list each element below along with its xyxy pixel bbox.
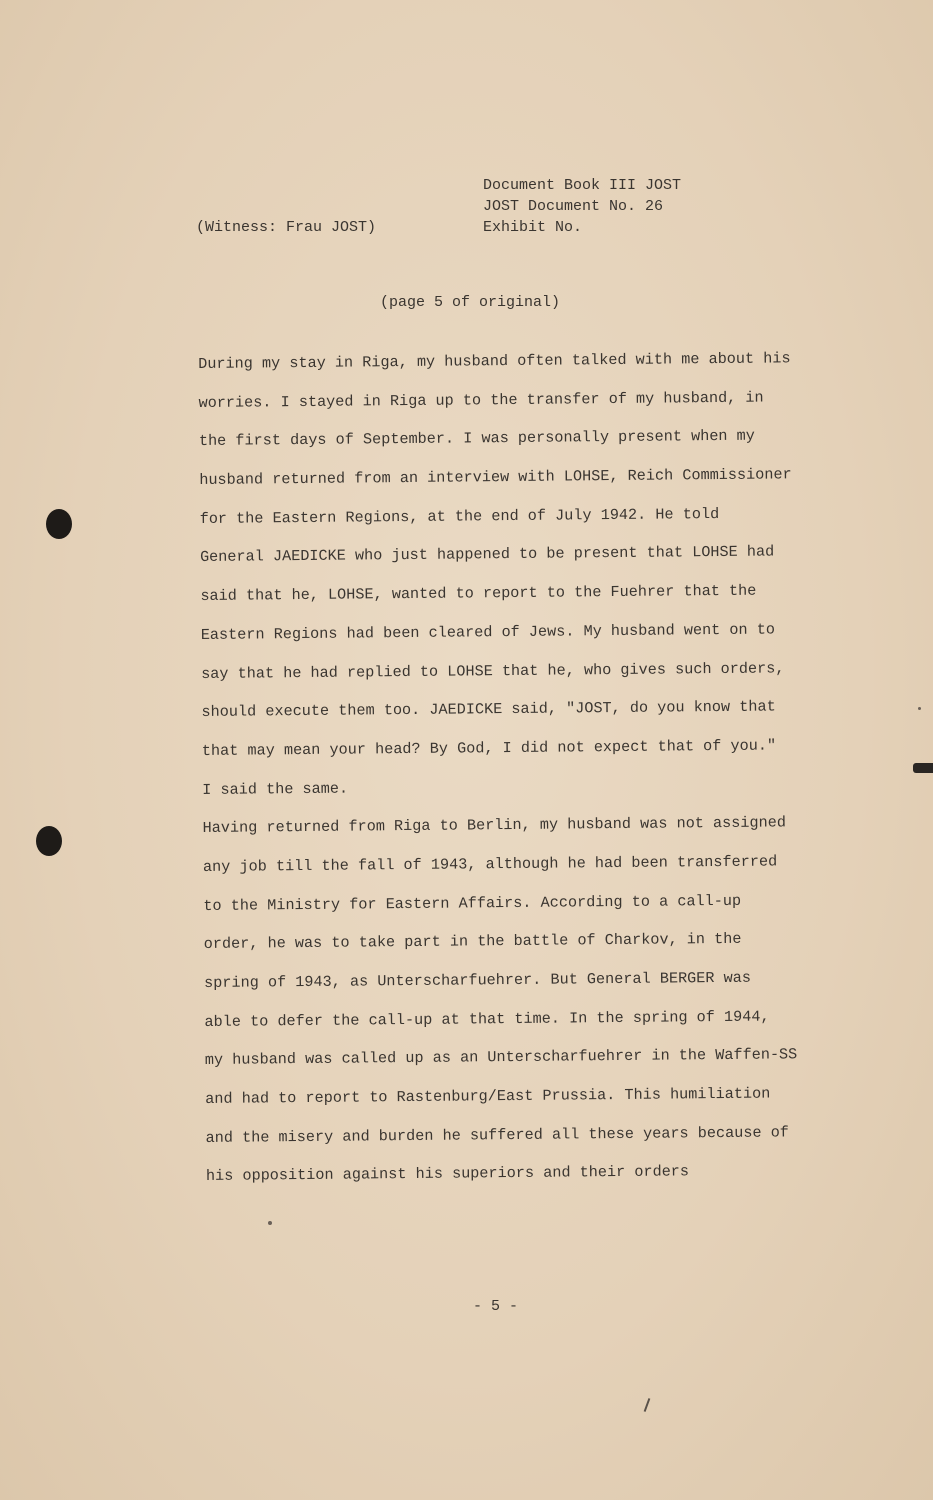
body-line: my husband was called up as an Unterscharfuehrer in the Waffen-SS	[204, 1045, 798, 1070]
document-book-line: Document Book III JOST	[483, 177, 682, 194]
body-text	[198, 338, 906, 1196]
page-number: - 5 -	[473, 1298, 519, 1315]
body-line: to the Ministry for Eastern Affairs. According to a call-up	[203, 891, 742, 915]
punch-hole-bottom	[36, 826, 62, 856]
exhibit-line: Exhibit No.	[483, 219, 583, 236]
ink-speck	[268, 1221, 272, 1225]
body-line: for the Eastern Regions, at the end of July 1942. He told	[199, 504, 720, 528]
ink-speck	[918, 707, 921, 710]
body-line: any job till the fall of 1943, although he had been transferred	[202, 852, 778, 876]
body-line: Eastern Regions had been cleared of Jews. My husband went on to	[200, 620, 776, 644]
body-line: able to defer the call-up at that time. In the spring of 1944,	[204, 1007, 770, 1031]
document-number-line: JOST Document No. 26	[483, 198, 664, 215]
body-line: that may mean your head? By God, I did not expect that of you."	[201, 736, 777, 760]
edge-mark	[913, 763, 933, 773]
body-line: husband returned from an interview with LOHSE, Reich Commissioner	[199, 465, 792, 490]
page-reference: (page 5 of original)	[380, 294, 561, 311]
body-line: Having returned from Riga to Berlin, my husband was not assigned	[202, 813, 786, 838]
body-line: During my stay in Riga, my husband often talked with me about his	[198, 349, 791, 373]
body-line: spring of 1943, as Unterscharfuehrer. But General BERGER was	[204, 968, 752, 992]
body-line: say that he had replied to LOHSE that he, who gives such orders,	[201, 658, 785, 683]
document-header	[483, 175, 681, 238]
punch-hole-top	[46, 509, 72, 539]
witness-label: (Witness: Frau JOST)	[196, 219, 377, 236]
body-line: order, he was to take part in the battle of Charkov, in the	[203, 930, 742, 954]
body-line: I said the same.	[202, 779, 349, 799]
body-line: General JAEDICKE who just happened to be present that LOHSE had	[199, 542, 775, 567]
body-line: and had to report to Rastenburg/East Prussia. This humiliation	[205, 1084, 771, 1109]
body-line: worries. I stayed in Riga up to the transfer of my husband, in	[198, 388, 764, 412]
body-line: said that he, LOHSE, wanted to report to the Fuehrer that the	[200, 581, 757, 606]
body-line: the first days of September. I was personally present when my	[198, 427, 755, 451]
body-line: should execute them too. JAEDICKE said, "JOST, do you know that	[201, 697, 776, 722]
pencil-mark	[644, 1398, 651, 1412]
body-line: his opposition against his superiors and their orders	[205, 1162, 690, 1186]
body-line: and the misery and burden he suffered all these years because of	[205, 1123, 789, 1147]
